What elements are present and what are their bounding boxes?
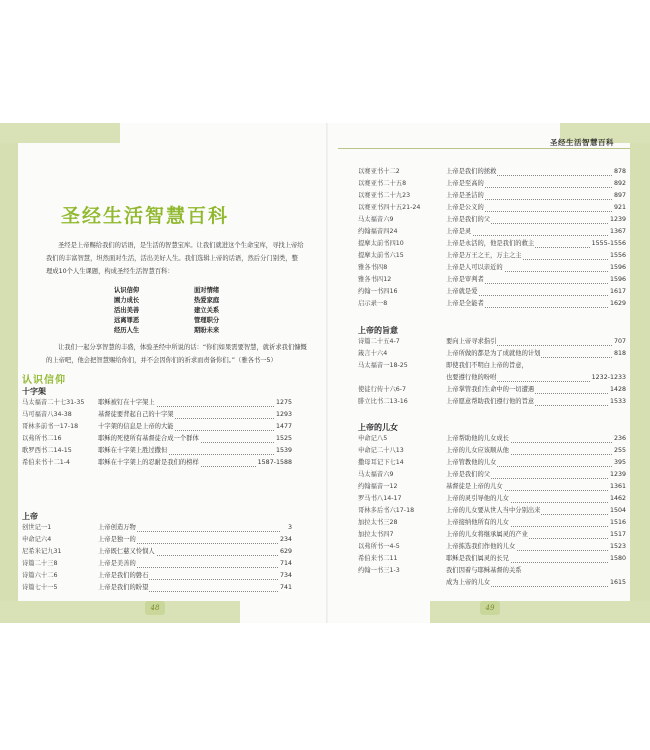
page-reference: 1556 (609, 250, 626, 262)
entry-text: 上帝所做的都是为了成就他的计划 (446, 348, 541, 360)
entry-text: 上帝拣选我们作他的儿女 (446, 541, 516, 553)
subheading-god: 上帝 (22, 512, 38, 521)
scripture-reference: 以赛亚书四十五21-24 (358, 204, 421, 211)
index-row (358, 262, 626, 274)
page-reference: 1293 (275, 409, 292, 421)
scripture-reference: 雅各书四12 (358, 276, 392, 283)
page-reference: 1462 (609, 493, 626, 505)
scripture-reference: 腓立比书二13-16 (358, 398, 408, 405)
index-row (358, 481, 626, 493)
scripture-reference: 雅各书四8 (358, 264, 388, 271)
entry-text: 成为上帝的儿女 (446, 577, 491, 589)
children-index-list (358, 433, 626, 589)
index-row (22, 570, 292, 582)
right-page (328, 123, 630, 623)
intro-paragraph: 圣经是上帝赐给我们的话语，是生活的智慧宝库。让我们就进这个生命宝库，寻找上帝给我们的丰富智慧，坦然面对生活，活出美好人生。我们选辑上帝的话语，然后分门别类，整理成10个人生课题，构成圣经生活智慧百科： (46, 242, 304, 275)
page-reference: 1525 (275, 433, 292, 445)
page-reference: 1361 (609, 481, 626, 493)
entry-text: 上帝接纳他所有的儿女 (446, 517, 510, 529)
page-reference: 734 (279, 570, 292, 582)
page-reference: 1617 (609, 286, 626, 298)
index-row (358, 384, 626, 396)
scripture-reference: 马可福音八34-38 (22, 411, 72, 418)
scripture-reference: 加拉太书四7 (358, 531, 394, 538)
entry-text: 上帝掌管我们生命中的一切遭遇 (446, 384, 535, 396)
index-row (22, 534, 292, 546)
intro-quote-paragraph: 让我们一起分享智慧的丰盛，体验圣经中所说的话：“你们如果需要智慧，就祈求我们慷慨的上帝吧，他会把智慧赐给你们，并不会因你们的祈求而责备你们。”（雅各书一5） (46, 344, 307, 364)
running-head: 圣经生活智慧百科 (550, 138, 614, 147)
topic-item: 远离罪恶 (114, 317, 140, 324)
page-reference: 818 (613, 348, 626, 360)
page-reference: 897 (613, 190, 626, 202)
index-row (358, 469, 626, 481)
entry-text: 耶稣在十字架上胜过撒但 (98, 445, 168, 457)
page-reference: 1232-1233 (591, 372, 626, 384)
index-row (358, 457, 626, 469)
page-reference: 1504 (609, 505, 626, 517)
index-row (358, 214, 626, 226)
index-row (22, 546, 292, 558)
scripture-reference: 申命记八5 (358, 435, 388, 442)
index-row (358, 178, 626, 190)
index-row (22, 457, 292, 469)
page-reference: 1596 (609, 274, 626, 286)
index-row (358, 553, 626, 565)
scripture-reference: 以弗所书二16 (22, 435, 62, 442)
scripture-reference: 马太福音一18-25 (358, 362, 408, 369)
page-reference: 1367 (609, 226, 626, 238)
scripture-reference: 马太福音六9 (358, 471, 394, 478)
scripture-reference: 诗篇二十五4-7 (358, 338, 400, 345)
index-row (358, 517, 626, 529)
topic-item: 热爱家庭 (194, 297, 220, 304)
page-reference: 236 (613, 433, 626, 445)
page-reference: 878 (613, 166, 626, 178)
god-index-list (22, 522, 292, 594)
index-row (22, 433, 292, 445)
page-reference: 255 (613, 445, 626, 457)
left-page (18, 123, 326, 623)
index-row (22, 522, 292, 534)
entry-text: 也要遵行他的吩咐 (446, 372, 497, 384)
entry-text: 上帝是全能者 (446, 298, 485, 310)
scripture-reference: 申命记六4 (22, 536, 52, 543)
scripture-reference: 罗马书八14-17 (358, 495, 402, 502)
scripture-reference: 约翰福音四24 (358, 228, 398, 235)
page-reference: 1539 (275, 445, 292, 457)
entry-text: 上帝的儿女要从世人当中分别出来 (446, 505, 541, 517)
page-reference: 234 (279, 534, 292, 546)
topic-item: 園力成长 (114, 297, 140, 304)
entry-text: 上帝创造万物 (98, 522, 137, 534)
entry-text: 上帝就是爱 (446, 286, 478, 298)
section-heading-faith: 认识信仰 (22, 375, 66, 386)
scripture-reference: 诗篇二十三8 (22, 560, 58, 567)
cross-index-list (22, 397, 292, 469)
entry-text: 上帝是我们的磐石 (98, 570, 149, 582)
index-row (358, 348, 626, 360)
entry-text: 上帝的儿女应该顺从他 (446, 445, 510, 457)
index-row (358, 372, 626, 384)
topic-item: 经历人生 (114, 327, 140, 334)
index-row (358, 166, 626, 178)
entry-text: 上帝的儿女将继承属灵的产业 (446, 529, 529, 541)
page-reference: 629 (279, 546, 292, 558)
right-edge-texture (630, 123, 650, 623)
will-index-list (358, 336, 626, 408)
page-reference: 1275 (275, 397, 292, 409)
scripture-reference: 诗篇六十二6 (22, 572, 58, 579)
index-row (358, 190, 626, 202)
index-row (22, 445, 292, 457)
god-index-list-continued (358, 166, 626, 310)
index-row (358, 274, 626, 286)
page-reference: 3 (287, 522, 292, 534)
entry-text: 基督徒要背起自己的十字架 (98, 409, 175, 421)
page-reference: 1533 (609, 396, 626, 408)
scripture-reference: 歌罗西书二14-15 (22, 447, 72, 454)
entry-text: 上帝是我们的父 (446, 469, 491, 481)
scripture-reference: 以赛亚书十二2 (358, 168, 400, 175)
page-reference: 1239 (609, 469, 626, 481)
scripture-reference: 提摩太前书四10 (358, 240, 404, 247)
page-reference: 714 (279, 558, 292, 570)
scripture-reference: 约翰一书三1-3 (358, 567, 400, 574)
index-row (22, 409, 292, 421)
subheading-cross: 十字架 (22, 387, 46, 396)
scripture-reference: 箴言十六4 (358, 350, 388, 357)
page-reference: 1239 (609, 214, 626, 226)
scripture-reference: 撒母耳记下七14 (358, 459, 404, 466)
page-reference: 1580 (609, 553, 626, 565)
scripture-reference: 以赛亚书二十九23 (358, 192, 411, 199)
index-row (358, 250, 626, 262)
entry-text: 耶稣被钉在十字架上 (98, 397, 156, 409)
scripture-reference: 诗篇七十一5 (22, 584, 58, 591)
index-row (22, 421, 292, 433)
index-row (358, 360, 626, 372)
scripture-reference: 提摩太前书六15 (358, 252, 404, 259)
page-reference: 1629 (609, 298, 626, 310)
scripture-reference: 创世记一1 (22, 524, 52, 531)
scripture-reference: 哥林多前书一17-18 (22, 423, 79, 430)
scripture-reference: 加拉太书三28 (358, 519, 398, 526)
entry-text: 上帝是公义的 (446, 202, 485, 214)
entry-text: 我们因着与耶稣基督的关系 (446, 565, 523, 577)
index-row (358, 336, 626, 348)
topic-list (114, 285, 254, 334)
entry-text: 要向上帝寻求指引 (446, 336, 497, 348)
entry-text: 上帝是灵 (446, 226, 472, 238)
index-row (358, 298, 626, 310)
entry-text: 上帝愿意帮助我们遵行他的旨意 (446, 396, 535, 408)
page-reference: 1615 (609, 577, 626, 589)
topic-item: 期盼未来 (194, 327, 220, 334)
page-reference: 741 (279, 582, 292, 594)
topic-item: 活出美善 (114, 307, 140, 314)
page-reference: 1587-1588 (257, 457, 292, 469)
entry-text: 上帝是审判者 (446, 274, 485, 286)
topic-item: 管理职分 (194, 317, 220, 324)
book-spread (0, 123, 650, 623)
page-reference: 1517 (609, 529, 626, 541)
entry-text: 上帝是万王之王，万主之主 (446, 250, 523, 262)
index-row (22, 582, 292, 594)
index-row (358, 577, 626, 589)
entry-text: 耶稣在十字架上的忍耐是我们的榜样 (98, 457, 200, 469)
scripture-reference: 约翰福音一12 (358, 483, 398, 490)
index-row (22, 558, 292, 570)
entry-text: 上帝是美善的 (98, 558, 137, 570)
index-row (22, 397, 292, 409)
topic-item: 建立关系 (194, 307, 220, 314)
entry-text: 上帝帮助他的儿女成长 (446, 433, 510, 445)
entry-text: 即使我们不明白上帝的旨意， (446, 360, 529, 372)
scripture-reference: 约翰一书四16 (358, 288, 398, 295)
entry-text: 耶稣的死使所有基督徒合成一个群体 (98, 433, 200, 445)
scripture-reference: 启示录一8 (358, 300, 388, 307)
entry-text: 上帝是人可以亲近的 (446, 262, 504, 274)
page-reference: 892 (613, 178, 626, 190)
scripture-reference: 希伯来书二11 (358, 555, 398, 562)
scripture-reference: 使徒行传十六6-7 (358, 386, 407, 393)
entry-text: 上帝是我们的盼望 (98, 582, 149, 594)
scripture-reference: 以弗所书一4-5 (358, 543, 400, 550)
topic-item: 认识信仰 (114, 287, 140, 294)
header-rule (338, 148, 630, 149)
entry-text: 基督徒是上帝的儿女 (446, 481, 504, 493)
page-reference: 1555-1556 (591, 238, 626, 250)
index-row (358, 505, 626, 517)
entry-text: 耶稣是我们属灵的长兄 (446, 553, 510, 565)
page-number-right: 49 (480, 601, 500, 615)
entry-text: 上帝是我们的拯救 (446, 166, 497, 178)
scripture-reference: 马太福音二十七31-35 (22, 399, 85, 406)
index-row (358, 529, 626, 541)
index-row (358, 286, 626, 298)
index-row (358, 202, 626, 214)
page-reference: 1516 (609, 517, 626, 529)
entry-text: 上帝是我们的父 (446, 214, 491, 226)
entry-text: 上帝的灵引导他的儿女 (446, 493, 510, 505)
page-reference: 921 (613, 202, 626, 214)
scripture-reference: 哥林多后书六17-18 (358, 507, 415, 514)
entry-text: 十字架的信息是上帝的大能 (98, 421, 175, 433)
page-reference: 707 (613, 336, 626, 348)
index-row (358, 396, 626, 408)
page-reference: 1596 (609, 262, 626, 274)
page-reference: 1428 (609, 384, 626, 396)
index-row (358, 565, 626, 577)
scripture-reference: 希伯来书十二1-4 (22, 459, 71, 466)
page-title: 圣经生活智慧百科 (61, 205, 230, 227)
scripture-reference: 申命记二十八13 (358, 447, 404, 454)
entry-text: 上帝是至高的 (446, 178, 485, 190)
index-row (358, 541, 626, 553)
page-number-left: 48 (145, 601, 165, 615)
entry-text: 上帝管教他的儿女 (446, 457, 497, 469)
left-edge-texture (0, 123, 18, 623)
index-row (358, 226, 626, 238)
scripture-reference: 以赛亚书二十五8 (358, 180, 407, 187)
page-reference: 1523 (609, 541, 626, 553)
subheading-gods-will: 上帝的旨意 (358, 326, 398, 335)
entry-text: 上帝既仁慈又怜悯人 (98, 546, 156, 558)
topic-item: 面对情绪 (194, 287, 220, 294)
entry-text: 上帝是圣洁的 (446, 190, 485, 202)
scripture-reference: 马太福音六9 (358, 216, 394, 223)
page-reference: 395 (613, 457, 626, 469)
scripture-reference: 尼希米记九31 (22, 548, 62, 555)
entry-text: 上帝是永活的，他是我们的救主 (446, 238, 535, 250)
page-reference: 1477 (275, 421, 292, 433)
subheading-gods-children: 上帝的儿女 (358, 423, 398, 432)
index-row (358, 433, 626, 445)
index-row (358, 445, 626, 457)
entry-text: 上帝是独一的 (98, 534, 137, 546)
index-row (358, 238, 626, 250)
index-row (358, 493, 626, 505)
